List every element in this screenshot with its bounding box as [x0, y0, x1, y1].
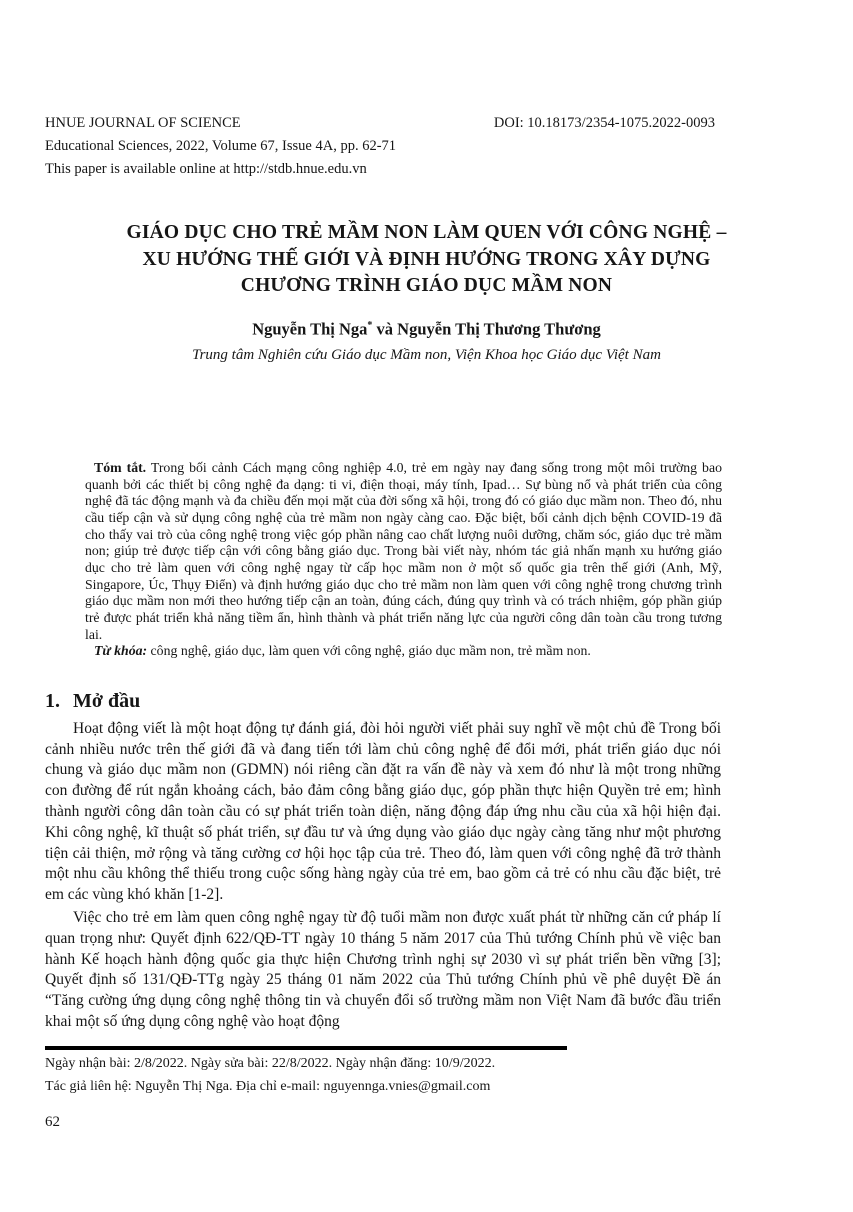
author-asterisk: *: [367, 319, 373, 331]
author-2: Nguyễn Thị Thương Thương: [397, 319, 601, 338]
author-1: Nguyễn Thị Nga: [252, 319, 368, 338]
keywords-text: công nghệ, giáo dục, làm quen với công nghệ, giáo dục mầm non, trẻ mầm non.: [147, 643, 591, 659]
issue-line: Educational Sciences, 2022, Volume 67, Issue 4A, pp. 62-71: [45, 138, 397, 154]
authors-line: [0, 315, 853, 341]
abstract-paragraph: [85, 460, 722, 643]
intro-paragraph-1: Hoạt động viết là một hoạt động tự đánh giá, đòi hỏi người viết phải suy nghĩ về một chủ đề Trong bối cảnh nhiều nước trên thế giới đã và đang tiến tới làm chủ công nghệ để đổi mới, phát triển giáo dục nói chung và giáo dục mầm non (GDMN) nói riêng cần đặt ra vấn đề này và xem đó như là một trong những con đường để rút ngắn khoảng cách, bảo đảm công bằng giáo dục, góp phần thực hiện Quyền trẻ em; hình thành người công dân toàn cầu có sự phát triển toàn diện, năng động đáp ứng nhu cầu của xã hội hiện đại. Khi công nghệ, kĩ thuật số phát triển, sự đầu tư và ứng dụng vào giáo dục ngày càng tăng như một phương tiện cải thiện, mở rộng và tăng cường cơ hội học tập của trẻ. Theo đó, làm quen với công nghệ đã trở thành một nhu cầu không thể thiếu trong cuộc sống hàng ngày của trẻ em, bao gồm cả trẻ có nhu cầu đặc biệt, trẻ em các vùng khó khăn [1-2].: [45, 719, 721, 904]
journal-header: [45, 112, 721, 181]
section-heading-intro: [45, 688, 721, 714]
abstract-label: Tóm tắt.: [94, 460, 147, 475]
keywords-label: Từ khóa:: [94, 643, 148, 659]
footnote-block: [45, 1046, 721, 1098]
article-title-line-2: XU HƯỚNG THẾ GIỚI VÀ ĐỊNH HƯỚNG TRONG XÂY DỰNG: [142, 248, 711, 270]
footnote-separator-rule: [45, 1046, 567, 1050]
footnote-received-line: Ngày nhận bài: 2/8/2022. Ngày sửa bài: 22/8/2022. Ngày nhận đăng: 10/9/2022.: [45, 1056, 496, 1071]
keywords-line: [85, 643, 722, 660]
abstract-block: [85, 460, 722, 660]
affiliation-line: Trung tâm Nghiên cứu Giáo dục Mầm non, Viện Khoa học Giáo dục Việt Nam: [192, 347, 661, 363]
article-title-line-3: CHƯƠNG TRÌNH GIÁO DỤC MẦM NON: [240, 275, 613, 296]
availability-line: This paper is available online at http://stdb.hnue.edu.vn: [45, 161, 367, 177]
author-connector: và: [372, 319, 398, 338]
section-number: 1.: [45, 689, 60, 712]
title-block: [0, 220, 853, 365]
article-title: [0, 220, 853, 300]
journal-name: HNUE JOURNAL OF SCIENCE: [45, 115, 241, 131]
section-title: Mở đầu: [73, 689, 141, 712]
article-title-line-1: GIÁO DỤC CHO TRẺ MẦM NON LÀM QUEN VỚI CÔNG NGHỆ –: [126, 222, 727, 243]
intro-paragraph-2: Việc cho trẻ em làm quen công nghệ ngay từ độ tuổi mầm non được xuất phát từ những căn cứ pháp lí quan trọng như: Quyết định 622/QĐ-TT ngày 10 tháng 5 năm 2017 của Thủ tướng Chính phủ về việc ban hành Kế hoạch hành động quốc gia thực hiện Chương trình nghị sự 2030 vì sự phát triển bền vững [3]; Quyết định số 131/QĐ-TTg ngày 25 tháng 01 năm 2022 của Thủ tướng Chính phủ về phê duyệt Đề án “Tăng cường ứng dụng công nghệ thông tin và chuyển đổi số trường mầm non Việt Nam đã bước đầu triển khai một số ứng dụng công nghệ vào hoạt động: [45, 909, 721, 1031]
page-number: 62: [45, 1114, 60, 1130]
abstract-text: Trong bối cảnh Cách mạng công nghiệp 4.0, trẻ em ngày nay đang sống trong một môi trường bao quanh bởi các thiết bị công nghệ đa dạng: ti vi, điện thoại, máy tính, Ipad… Sự bùng nổ và phát triển của công nghệ đã tác động mạnh và đa chiều đến mọi mặt của đời sống xã hội, trong đó có giáo dục mầm non. Theo đó, nhu cầu tiếp cận và sử dụng công nghệ của trẻ mầm non ngày càng cao. Đặc biệt, bối cảnh dịch bệnh COVID-19 đã cho thấy vai trò của công nghệ trong việc góp phần nâng cao chất lượng nuôi dưỡng, chăm sóc, giáo dục trẻ mầm non; giúp trẻ được tiếp cận với công bằng giáo dục. Trong bài viết này, nhóm tác giả nhấn mạnh xu hướng giáo dục cho trẻ làm quen với công nghệ ngay từ cấp học mầm non ở một số quốc gia trên thế giới (Anh, Mỹ, Singapore, Úc, Thụy Điển) và định hướng giáo dục cho trẻ mầm non làm quen với công nghệ trong chương trình giáo dục mầm non mới theo hướng tiếp cận an toàn, đúng cách, đúng quy trình và có trách nhiệm, góp phần giúp trẻ được phát triển khả năng tiềm ẩn, hình thành và phát triển năng lực của người công dân toàn cầu trong tương lai.: [85, 460, 722, 642]
doi-text: DOI: 10.18173/2354-1075.2022-0093: [493, 115, 715, 131]
footnote-contact-line: Tác giả liên hệ: Nguyễn Thị Nga. Địa chỉ e-mail: nguyennga.vnies@gmail.com: [45, 1078, 491, 1094]
